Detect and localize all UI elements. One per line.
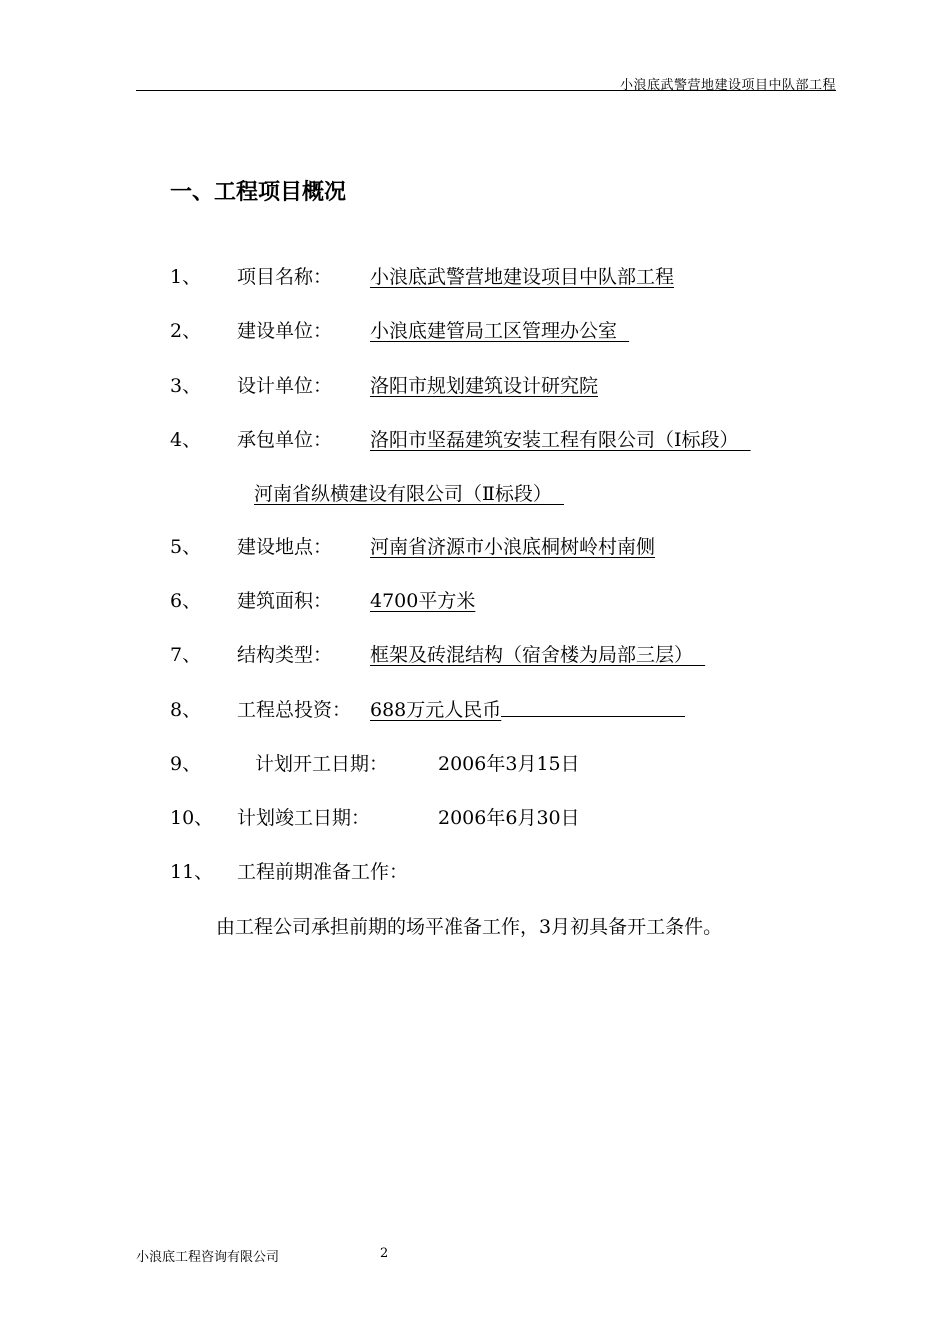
item-number: 6、 — [170, 590, 202, 612]
item-number: 5、 — [170, 536, 202, 558]
item-number: 2、 — [170, 320, 202, 342]
item-number: 8、 — [170, 699, 202, 721]
page-header-title: 小浪底武警营地建设项目中队部工程 — [619, 78, 836, 93]
item-value: 河南省济源市小浪底桐树岭村南侧 — [370, 536, 656, 558]
item-value: 洛阳市规划建筑设计研究院 — [370, 375, 599, 397]
item-label: 计划竣工日期： — [237, 807, 371, 829]
item-label: 建设地点： — [237, 536, 333, 558]
preparation-paragraph: 由工程公司承担前期的场平准备工作，3月初具备开工条件。 — [216, 916, 723, 938]
item-label: 项目名称： — [237, 266, 333, 288]
item-value: 688万元人民币 — [370, 699, 502, 721]
item-value-continuation: 河南省纵横建设有限公司（Ⅱ标段） — [254, 483, 564, 505]
footer-company: 小浪底工程咨询有限公司 — [136, 1250, 280, 1265]
section-title: 一、工程项目概况 — [170, 180, 347, 205]
item-label: 设计单位： — [237, 375, 333, 397]
item-number: 10、 — [170, 807, 214, 829]
item-number: 7、 — [170, 644, 202, 666]
item-value: 2006年3月15日 — [438, 753, 580, 775]
item-value: 4700平方米 — [370, 590, 476, 612]
item-label: 结构类型： — [237, 644, 333, 666]
item-value: 小浪底武警营地建设项目中队部工程 — [370, 266, 675, 288]
page-number: 2 — [380, 1246, 389, 1261]
item-label: 计划开工日期： — [255, 753, 389, 775]
header-divider — [136, 90, 836, 91]
item-value: 洛阳市坚磊建筑安装工程有限公司（Ⅰ标段） — [370, 429, 751, 451]
item-number: 9、 — [170, 753, 202, 775]
item-value: 小浪底建管局工区管理办公室 — [370, 320, 630, 342]
item-label: 承包单位： — [237, 429, 333, 451]
item-label: 建筑面积： — [237, 590, 333, 612]
blank-underline — [501, 696, 685, 717]
item-label: 建设单位： — [237, 320, 333, 342]
item-label: 工程前期准备工作： — [237, 861, 409, 883]
item-number: 1、 — [170, 266, 202, 288]
item-number: 11、 — [170, 861, 214, 883]
item-value: 框架及砖混结构（宿舍楼为局部三层） — [370, 644, 706, 666]
item-number: 3、 — [170, 375, 202, 397]
item-label: 工程总投资： — [237, 699, 352, 721]
item-value: 2006年6月30日 — [438, 807, 580, 829]
item-number: 4、 — [170, 429, 202, 451]
